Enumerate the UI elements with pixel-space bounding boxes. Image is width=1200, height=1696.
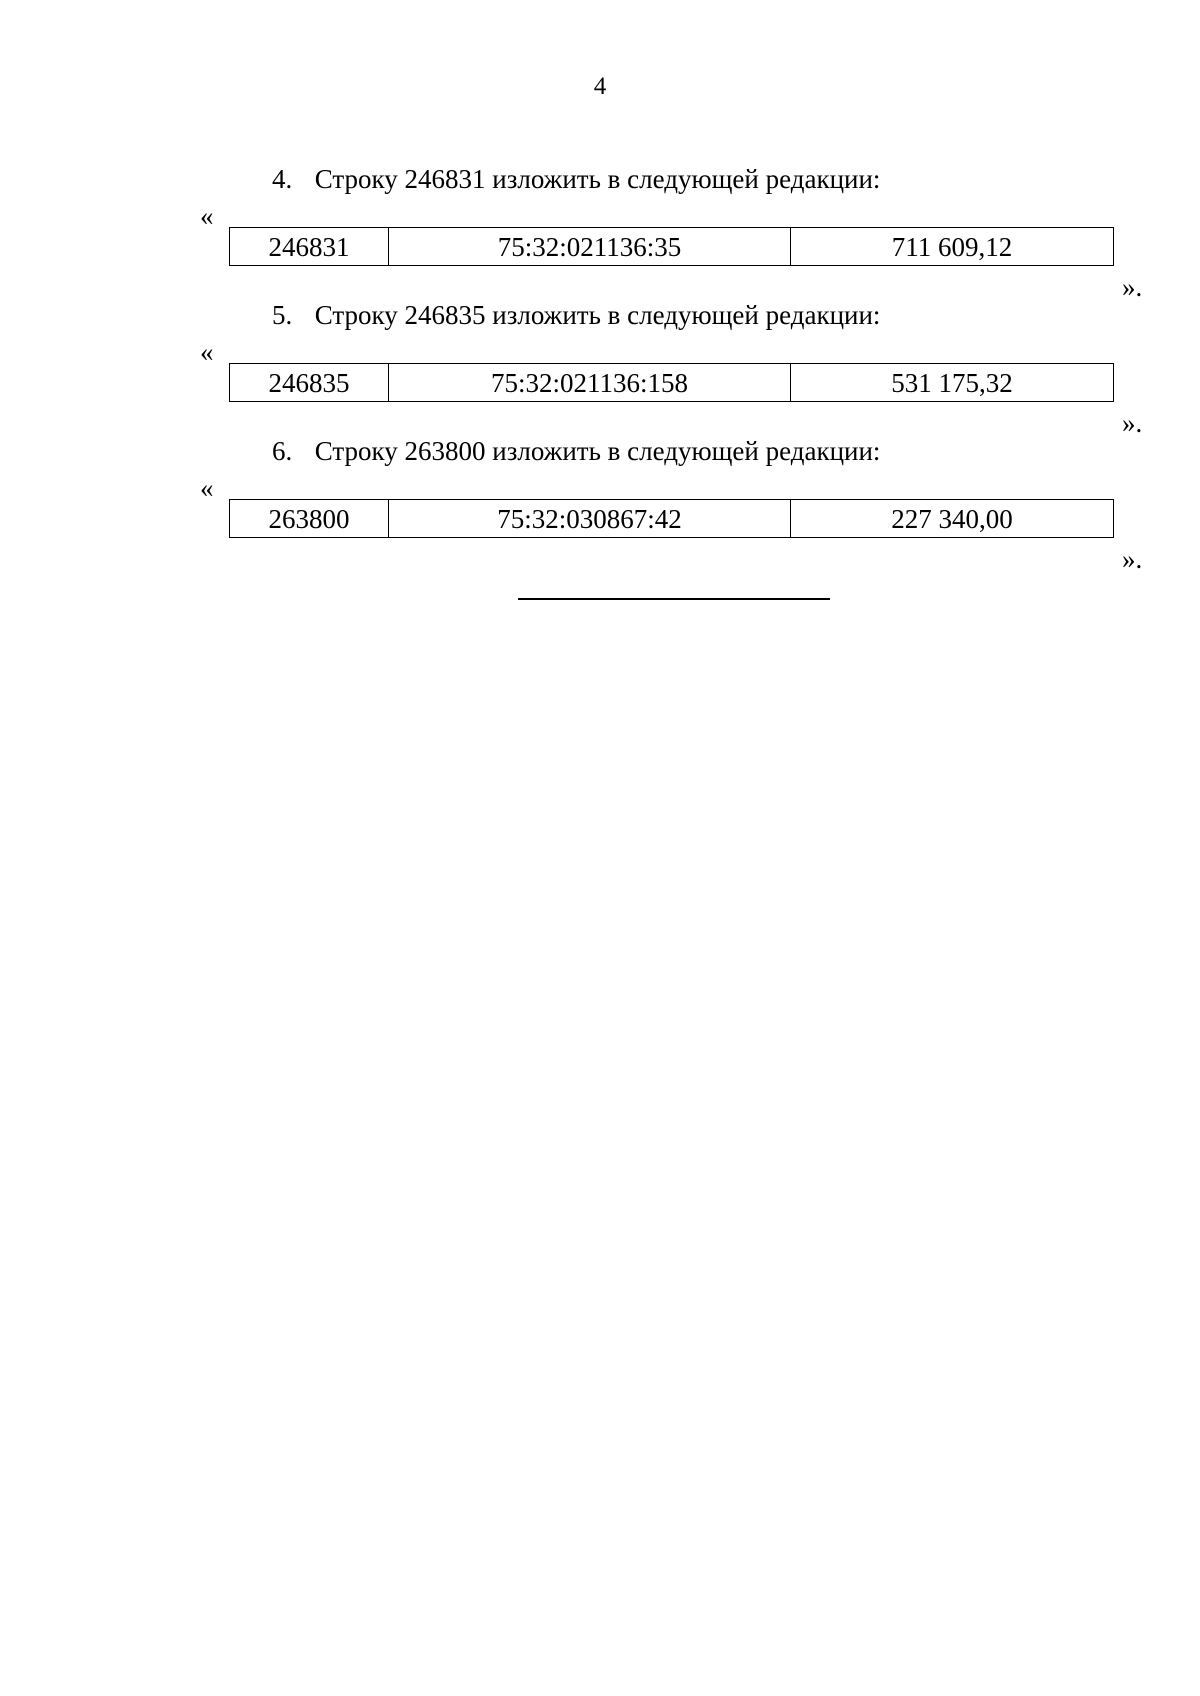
cadastral-number-cell: 75:32:030867:42 xyxy=(389,500,791,538)
page-number: 4 xyxy=(593,73,607,100)
value-cell: 531 175,32 xyxy=(791,364,1114,402)
close-quote: ». xyxy=(1122,544,1143,574)
cadastral-number-cell: 75:32:021136:158 xyxy=(389,364,791,402)
row-number-cell: 263800 xyxy=(230,500,389,538)
open-quote: « xyxy=(200,473,214,503)
value-cell: 711 609,12 xyxy=(791,228,1114,266)
table-row xyxy=(230,228,1114,266)
amendment-heading xyxy=(272,299,880,331)
table-row xyxy=(230,500,1114,538)
amendment-heading xyxy=(272,435,880,467)
amendment-4 xyxy=(0,163,1200,302)
cadastral-number-cell: 75:32:021136:35 xyxy=(389,228,791,266)
table-row xyxy=(230,364,1114,402)
replacement-row-table xyxy=(229,227,1114,266)
row-number-cell: 246835 xyxy=(230,364,389,402)
amendment-6 xyxy=(0,435,1200,574)
close-quote: ». xyxy=(1122,272,1143,302)
amendment-heading xyxy=(272,163,880,195)
replacement-row-table xyxy=(229,363,1114,402)
open-quote: « xyxy=(200,337,214,367)
replacement-row-table xyxy=(229,499,1114,538)
amendment-text: Строку 246831 изложить в следующей редакции: xyxy=(314,164,881,194)
amendment-number: 4. xyxy=(272,164,293,194)
close-quote: ». xyxy=(1122,408,1143,438)
amendment-text: Строку 263800 изложить в следующей редакции: xyxy=(314,436,881,466)
amendment-text: Строку 246835 изложить в следующей редакции: xyxy=(314,300,881,330)
amendment-number: 6. xyxy=(272,436,293,466)
amendment-5 xyxy=(0,299,1200,438)
amendment-number: 5. xyxy=(272,300,293,330)
open-quote: « xyxy=(200,201,214,231)
row-number-cell: 246831 xyxy=(230,228,389,266)
end-of-document-rule xyxy=(518,598,830,600)
value-cell: 227 340,00 xyxy=(791,500,1114,538)
